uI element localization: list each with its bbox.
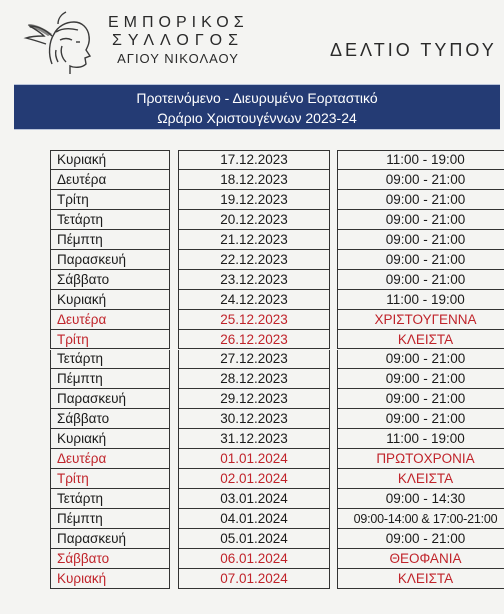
day-cell: Δευτέρα xyxy=(50,310,170,330)
table-row xyxy=(50,529,464,549)
hours-cell: ΚΛΕΙΣΤΑ xyxy=(337,569,504,589)
table-row xyxy=(50,429,464,449)
day-cell: Δευτέρα xyxy=(50,170,170,190)
hours-cell: ΚΛΕΙΣΤΑ xyxy=(337,469,504,489)
date-cell: 18.12.2023 xyxy=(178,170,330,190)
day-cell: Κυριακή xyxy=(50,290,170,310)
day-cell: Παρασκευή xyxy=(50,529,170,549)
table-row xyxy=(50,190,464,210)
date-cell: 04.01.2024 xyxy=(178,509,330,529)
day-cell: Πέμπτη xyxy=(50,230,170,250)
table-row xyxy=(50,549,464,569)
day-cell: Κυριακή xyxy=(50,150,170,170)
table-row xyxy=(50,369,464,389)
table-row xyxy=(50,509,498,529)
day-cell: Δευτέρα xyxy=(50,449,170,469)
hours-cell: ΧΡΙΣΤΟΥΓΕΝΝΑ xyxy=(337,310,504,330)
day-cell: Σάββατο xyxy=(50,409,170,429)
organization-name xyxy=(108,14,248,68)
hours-cell: 09:00 - 21:00 xyxy=(337,529,504,549)
hours-cell: 09:00 - 21:00 xyxy=(337,350,504,370)
day-cell: Παρασκευή xyxy=(50,250,170,270)
date-cell: 26.12.2023 xyxy=(178,330,330,350)
date-cell: 02.01.2024 xyxy=(178,469,330,489)
day-cell: Παρασκευή xyxy=(50,389,170,409)
hours-cell: 11:00 - 19:00 xyxy=(337,290,504,310)
hours-cell: 11:00 - 19:00 xyxy=(337,150,504,170)
day-cell: Τρίτη xyxy=(50,469,170,489)
date-cell: 20.12.2023 xyxy=(178,210,330,230)
press-release-title: ΔΕΛΤΙΟ ΤΥΠΟΥ xyxy=(330,40,497,60)
date-cell: 07.01.2024 xyxy=(178,569,330,589)
date-cell: 31.12.2023 xyxy=(178,429,330,449)
day-cell: Σάββατο xyxy=(50,270,170,290)
table-row xyxy=(50,290,464,310)
hours-cell: 09:00 - 21:00 xyxy=(337,270,504,290)
date-cell: 05.01.2024 xyxy=(178,529,330,549)
day-cell: Σάββατο xyxy=(50,549,170,569)
hours-cell: 09:00 - 21:00 xyxy=(337,250,504,270)
date-cell: 27.12.2023 xyxy=(178,350,330,370)
hours-cell: ΚΛΕΙΣΤΑ xyxy=(337,330,504,350)
date-cell: 01.01.2024 xyxy=(178,449,330,469)
date-cell: 25.12.2023 xyxy=(178,310,330,330)
date-cell: 28.12.2023 xyxy=(178,369,330,389)
day-cell: Τετάρτη xyxy=(50,210,170,230)
hours-cell: 11:00 - 19:00 xyxy=(337,429,504,449)
date-cell: 29.12.2023 xyxy=(178,389,330,409)
table-row xyxy=(50,310,477,330)
table-row xyxy=(50,449,475,469)
schedule-banner xyxy=(14,84,500,130)
table-row xyxy=(50,389,464,409)
date-cell: 17.12.2023 xyxy=(178,150,330,170)
date-cell: 06.01.2024 xyxy=(178,549,330,569)
table-row xyxy=(50,150,464,170)
table-row xyxy=(50,230,464,250)
hours-cell: 09:00 - 21:00 xyxy=(337,170,504,190)
hours-cell: 09:00 - 21:00 xyxy=(337,230,504,250)
table-row xyxy=(50,350,464,370)
table-row xyxy=(50,210,464,230)
day-cell: Πέμπτη xyxy=(50,509,170,529)
date-cell: 21.12.2023 xyxy=(178,230,330,250)
day-cell: Κυριακή xyxy=(50,569,170,589)
day-cell: Τετάρτη xyxy=(50,489,170,509)
org-line-1: ΕΜΠΟΡΙΚΟΣ xyxy=(108,14,249,31)
org-line-2: ΣΥΛΛΟΓΟΣ xyxy=(111,32,244,49)
table-row xyxy=(50,489,464,509)
table-row xyxy=(50,330,464,350)
day-cell: Τετάρτη xyxy=(50,350,170,370)
banner-line-2: Ωράριο Χριστουγέννων 2023-24 xyxy=(157,110,357,126)
hours-cell: 09:00 - 21:00 xyxy=(337,210,504,230)
day-cell: Πέμπτη xyxy=(50,369,170,389)
org-line-3: ΑΓΙΟΥ ΝΙΚΟΛΑΟΥ xyxy=(117,51,239,66)
hours-cell: ΠΡΩΤΟΧΡΟΝΙΑ xyxy=(337,449,504,469)
hermes-head-logo-icon xyxy=(22,6,106,78)
hours-cell: 09:00 - 21:00 xyxy=(337,190,504,210)
table-row xyxy=(50,250,464,270)
day-cell: Τρίτη xyxy=(50,330,170,350)
hours-cell: 09:00 - 21:00 xyxy=(337,389,504,409)
banner-line-1: Προτεινόμενο - Διευρυμένο Εορταστικό xyxy=(136,90,378,106)
date-cell: 24.12.2023 xyxy=(178,290,330,310)
day-cell: Τρίτη xyxy=(50,190,170,210)
hours-cell: ΘΕΟΦΑΝΙΑ xyxy=(337,549,504,569)
table-row xyxy=(50,170,464,190)
date-cell: 30.12.2023 xyxy=(178,409,330,429)
date-cell: 23.12.2023 xyxy=(178,270,330,290)
table-row xyxy=(50,569,464,589)
date-cell: 03.01.2024 xyxy=(178,489,330,509)
table-row xyxy=(50,469,464,489)
date-cell: 22.12.2023 xyxy=(178,250,330,270)
table-row xyxy=(50,409,464,429)
date-cell: 19.12.2023 xyxy=(178,190,330,210)
hours-cell: 09:00 - 14:30 xyxy=(337,489,504,509)
table-row xyxy=(50,270,464,290)
hours-cell: 09:00 - 21:00 xyxy=(337,409,504,429)
hours-cell: 09:00 - 21:00 xyxy=(337,369,504,389)
day-cell: Κυριακή xyxy=(50,429,170,449)
hours-cell: 09:00-14:00 & 17:00-21:00 xyxy=(337,509,504,529)
